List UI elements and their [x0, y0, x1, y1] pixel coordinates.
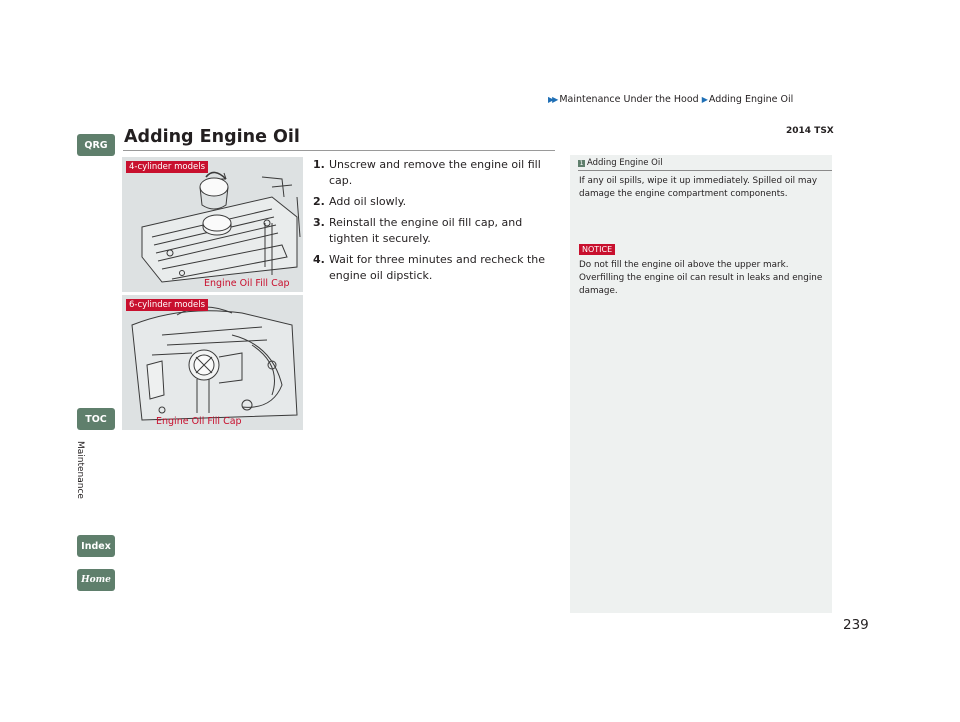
model-label: 2014 TSX [786, 126, 834, 136]
figure-tag: 4-cylinder models [126, 161, 208, 173]
notes-panel [570, 155, 832, 613]
step-item [313, 157, 559, 189]
notes-paragraph: If any oil spills, wipe it up immediately. Spilled oil may damage the engine compartment components. [579, 176, 818, 199]
step-number: 3. [313, 216, 325, 229]
figure-caption: Engine Oil Fill Cap [156, 416, 242, 427]
index-button[interactable]: Index [77, 535, 115, 557]
step-text: Unscrew and remove the engine oil fill cap. [329, 158, 541, 187]
qrg-button[interactable]: QRG [77, 134, 115, 156]
figure-4-cylinder [122, 157, 303, 292]
notes-divider [578, 170, 832, 171]
step-item [313, 194, 559, 210]
section-tab [74, 440, 86, 510]
breadcrumb-current: Adding Engine Oil [708, 94, 794, 105]
note-bullet-icon: 1 [579, 159, 584, 167]
engine-illustration-6cyl [122, 295, 303, 430]
page-title: Adding Engine Oil [124, 127, 300, 147]
notes-heading [578, 158, 663, 168]
figure-tag: 6-cylinder models [126, 299, 208, 311]
step-number: 1. [313, 158, 325, 171]
breadcrumb [548, 94, 793, 105]
notice-badge: NOTICE [579, 244, 615, 255]
step-item [313, 252, 559, 284]
toc-button[interactable]: TOC [77, 408, 115, 430]
step-item [313, 215, 559, 247]
steps-list [313, 157, 559, 289]
notes-paragraph: Do not fill the engine oil above the upper mark. Overfilling the engine oil can result in leaks and engine damage. [579, 260, 823, 296]
double-arrow-icon: ▶▶ [548, 95, 557, 104]
home-button[interactable]: Home [77, 569, 115, 591]
figure-caption: Engine Oil Fill Cap [204, 278, 290, 289]
step-number: 2. [313, 195, 325, 208]
figure-6-cylinder [122, 295, 303, 430]
arrow-icon: ▶ [701, 95, 706, 104]
step-text: Reinstall the engine oil fill cap, and tighten it securely. [329, 216, 523, 245]
title-divider [123, 150, 555, 151]
notes-heading-text: Adding Engine Oil [587, 158, 663, 168]
step-number: 4. [313, 253, 325, 266]
breadcrumb-link-section[interactable]: Maintenance Under the Hood [559, 94, 699, 105]
step-text: Add oil slowly. [329, 195, 407, 208]
section-label: Maintenance [75, 441, 85, 499]
page-number: 239 [843, 617, 869, 633]
engine-illustration-4cyl [122, 157, 303, 292]
step-text: Wait for three minutes and recheck the engine oil dipstick. [329, 253, 546, 282]
